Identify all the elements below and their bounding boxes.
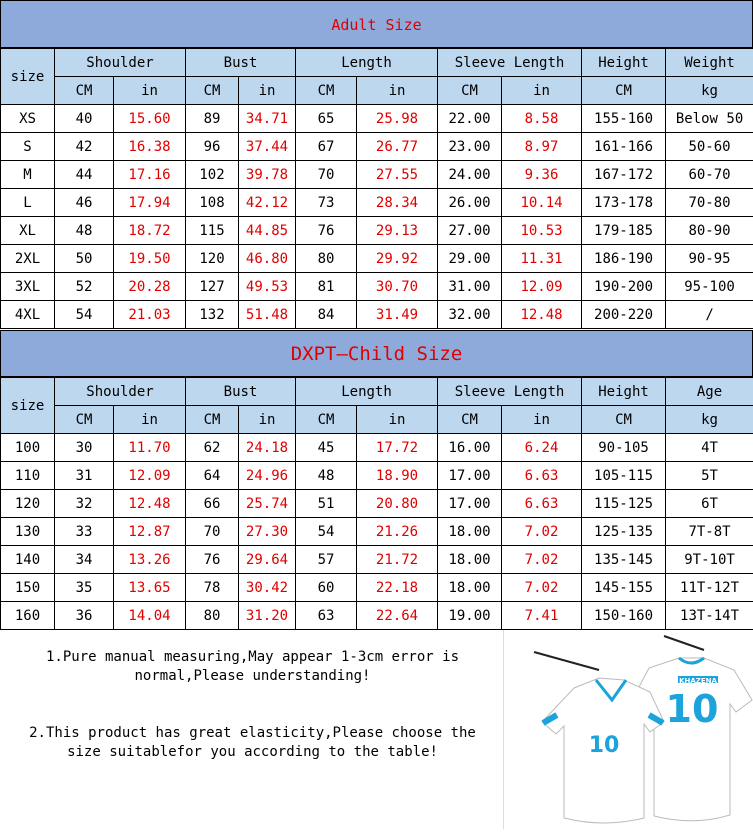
- table-cell: 105-115: [582, 462, 666, 490]
- table-cell: 6.63: [502, 490, 582, 518]
- table-cell: 9.36: [502, 161, 582, 189]
- table-cell: 51: [296, 490, 357, 518]
- table-cell: 29.00: [438, 245, 502, 273]
- table-cell: 27.55: [357, 161, 438, 189]
- size-label-cell: M: [1, 161, 55, 189]
- table-cell: 30.70: [357, 273, 438, 301]
- table-cell: 7.02: [502, 546, 582, 574]
- table-cell: 28.34: [357, 189, 438, 217]
- table-cell: 80-90: [666, 217, 753, 245]
- table-cell: 10.14: [502, 189, 582, 217]
- table-cell: 125-135: [582, 518, 666, 546]
- unit-cell: CM: [55, 77, 114, 105]
- size-label-cell: L: [1, 189, 55, 217]
- table-cell: 6.24: [502, 434, 582, 462]
- table-row: [1, 133, 753, 161]
- table-cell: 20.28: [114, 273, 186, 301]
- table-cell: 11T-12T: [666, 574, 753, 602]
- table-cell: 23.00: [438, 133, 502, 161]
- table-cell: 102: [186, 161, 239, 189]
- jersey-back-number: 10: [666, 687, 719, 731]
- table-row: [1, 462, 753, 490]
- shoulder-header: Shoulder: [55, 49, 186, 77]
- table-cell: 29.13: [357, 217, 438, 245]
- table-cell: 90-95: [666, 245, 753, 273]
- table-cell: 13T-14T: [666, 602, 753, 630]
- table-cell: 42.12: [239, 189, 296, 217]
- table-cell: 17.00: [438, 462, 502, 490]
- child-size-title: DXPT—Child Size: [0, 330, 753, 377]
- table-cell: 24.00: [438, 161, 502, 189]
- unit-cell: CM: [55, 406, 114, 434]
- table-row: [1, 161, 753, 189]
- table-cell: 51.48: [239, 301, 296, 329]
- table-cell: 31.00: [438, 273, 502, 301]
- table-cell: 52: [55, 273, 114, 301]
- table-cell: 96: [186, 133, 239, 161]
- height-header: Height: [582, 378, 666, 406]
- length-header: Length: [296, 49, 438, 77]
- size-header: size: [1, 49, 55, 105]
- size-header: size: [1, 378, 55, 434]
- unit-cell: CM: [296, 77, 357, 105]
- table-cell: 73: [296, 189, 357, 217]
- table-cell: 44: [55, 161, 114, 189]
- bust-header: Bust: [186, 378, 296, 406]
- table-cell: 161-166: [582, 133, 666, 161]
- unit-cell: in: [114, 406, 186, 434]
- table-cell: 24.18: [239, 434, 296, 462]
- table-cell: 65: [296, 105, 357, 133]
- table-cell: 8.58: [502, 105, 582, 133]
- table-cell: 44.85: [239, 217, 296, 245]
- unit-cell: in: [502, 77, 582, 105]
- size-label-cell: S: [1, 133, 55, 161]
- table-row: [1, 518, 753, 546]
- height-header: Height: [582, 49, 666, 77]
- note-elasticity: 2.This product has great elasticity,Please choose the size suitablefor you according to the table!: [10, 724, 495, 762]
- shoulder-header: Shoulder: [55, 378, 186, 406]
- table-cell: 22.00: [438, 105, 502, 133]
- unit-cell: kg: [666, 406, 753, 434]
- table-cell: 127: [186, 273, 239, 301]
- table-cell: 78: [186, 574, 239, 602]
- table-cell: 27.00: [438, 217, 502, 245]
- size-label-cell: 110: [1, 462, 55, 490]
- table-cell: 32.00: [438, 301, 502, 329]
- size-label-cell: 3XL: [1, 273, 55, 301]
- table-cell: 80: [296, 245, 357, 273]
- size-label-cell: 130: [1, 518, 55, 546]
- table-cell: 29.64: [239, 546, 296, 574]
- size-label-cell: 2XL: [1, 245, 55, 273]
- table-cell: 37.44: [239, 133, 296, 161]
- table-row: [1, 217, 753, 245]
- table-cell: 120: [186, 245, 239, 273]
- table-cell: 46.80: [239, 245, 296, 273]
- table-cell: 66: [186, 490, 239, 518]
- table-row: [1, 273, 753, 301]
- table-cell: 62: [186, 434, 239, 462]
- table-cell: 12.48: [114, 490, 186, 518]
- weight-header: Weight: [666, 49, 753, 77]
- unit-row: [1, 77, 753, 105]
- table-cell: 26.77: [357, 133, 438, 161]
- table-cell: 16.00: [438, 434, 502, 462]
- unit-cell: in: [239, 77, 296, 105]
- table-cell: 64: [186, 462, 239, 490]
- unit-cell: CM: [186, 406, 239, 434]
- table-cell: 81: [296, 273, 357, 301]
- size-label-cell: 4XL: [1, 301, 55, 329]
- table-cell: 89: [186, 105, 239, 133]
- table-cell: 15.60: [114, 105, 186, 133]
- table-cell: 108: [186, 189, 239, 217]
- unit-cell: in: [357, 77, 438, 105]
- table-cell: 7.41: [502, 602, 582, 630]
- table-cell: 48: [55, 217, 114, 245]
- table-cell: 13.26: [114, 546, 186, 574]
- table-cell: 54: [296, 518, 357, 546]
- table-cell: 4T: [666, 434, 753, 462]
- table-cell: 186-190: [582, 245, 666, 273]
- table-cell: 45: [296, 434, 357, 462]
- table-row: [1, 245, 753, 273]
- size-label-cell: 140: [1, 546, 55, 574]
- table-row: [1, 434, 753, 462]
- table-cell: 18.00: [438, 518, 502, 546]
- table-cell: 30: [55, 434, 114, 462]
- table-cell: 6.63: [502, 462, 582, 490]
- table-cell: 29.92: [357, 245, 438, 273]
- table-cell: 7.02: [502, 518, 582, 546]
- adult-size-title: Adult Size: [0, 0, 753, 48]
- length-header: Length: [296, 378, 438, 406]
- unit-cell: CM: [296, 406, 357, 434]
- table-cell: 19.00: [438, 602, 502, 630]
- table-cell: 16.38: [114, 133, 186, 161]
- table-cell: 25.98: [357, 105, 438, 133]
- table-cell: 54: [55, 301, 114, 329]
- table-cell: 31: [55, 462, 114, 490]
- unit-cell: CM: [582, 77, 666, 105]
- table-cell: 8.97: [502, 133, 582, 161]
- size-label-cell: 160: [1, 602, 55, 630]
- table-cell: 76: [186, 546, 239, 574]
- unit-cell: kg: [666, 77, 753, 105]
- table-cell: 60: [296, 574, 357, 602]
- table-cell: 115: [186, 217, 239, 245]
- table-cell: 5T: [666, 462, 753, 490]
- size-label-cell: XL: [1, 217, 55, 245]
- table-cell: 40: [55, 105, 114, 133]
- table-cell: 10.53: [502, 217, 582, 245]
- table-cell: 25.74: [239, 490, 296, 518]
- table-cell: 57: [296, 546, 357, 574]
- table-cell: 115-125: [582, 490, 666, 518]
- table-cell: 46: [55, 189, 114, 217]
- table-cell: 63: [296, 602, 357, 630]
- table-cell: 35: [55, 574, 114, 602]
- table-cell: 49.53: [239, 273, 296, 301]
- sleeve-length-header: Sleeve Length: [438, 378, 582, 406]
- table-cell: 84: [296, 301, 357, 329]
- table-cell: 31.20: [239, 602, 296, 630]
- table-cell: 67: [296, 133, 357, 161]
- size-label-cell: XS: [1, 105, 55, 133]
- table-cell: 17.94: [114, 189, 186, 217]
- table-cell: 27.30: [239, 518, 296, 546]
- unit-cell: in: [114, 77, 186, 105]
- unit-cell: CM: [438, 77, 502, 105]
- jersey-illustration-icon: [504, 630, 753, 829]
- table-row: [1, 546, 753, 574]
- table-cell: 21.03: [114, 301, 186, 329]
- table-row: [1, 301, 753, 329]
- table-cell: 12.48: [502, 301, 582, 329]
- unit-cell: CM: [186, 77, 239, 105]
- table-cell: 135-145: [582, 546, 666, 574]
- unit-cell: CM: [582, 406, 666, 434]
- table-cell: 70: [186, 518, 239, 546]
- table-cell: 200-220: [582, 301, 666, 329]
- table-cell: 9T-10T: [666, 546, 753, 574]
- table-cell: 17.16: [114, 161, 186, 189]
- age-header: Age: [666, 378, 753, 406]
- table-cell: 20.80: [357, 490, 438, 518]
- table-cell: 167-172: [582, 161, 666, 189]
- table-cell: 14.04: [114, 602, 186, 630]
- child-size-table: [0, 377, 753, 630]
- table-cell: 34: [55, 546, 114, 574]
- table-cell: 76: [296, 217, 357, 245]
- table-cell: 22.64: [357, 602, 438, 630]
- unit-cell: CM: [438, 406, 502, 434]
- table-cell: 18.72: [114, 217, 186, 245]
- table-cell: 190-200: [582, 273, 666, 301]
- jersey-back-name: KHAZENA: [679, 677, 717, 685]
- table-cell: 7T-8T: [666, 518, 753, 546]
- size-label-cell: 120: [1, 490, 55, 518]
- unit-cell: in: [239, 406, 296, 434]
- table-cell: 179-185: [582, 217, 666, 245]
- adult-size-table: [0, 48, 753, 329]
- table-cell: 30.42: [239, 574, 296, 602]
- table-cell: 42: [55, 133, 114, 161]
- table-cell: 150-160: [582, 602, 666, 630]
- table-cell: 173-178: [582, 189, 666, 217]
- table-cell: 34.71: [239, 105, 296, 133]
- table-row: [1, 602, 753, 630]
- table-cell: 60-70: [666, 161, 753, 189]
- jersey-image: [503, 630, 753, 829]
- table-cell: 18.90: [357, 462, 438, 490]
- table-cell: 132: [186, 301, 239, 329]
- table-cell: 48: [296, 462, 357, 490]
- table-cell: 12.09: [502, 273, 582, 301]
- unit-row: [1, 406, 753, 434]
- table-cell: 50-60: [666, 133, 753, 161]
- table-cell: 145-155: [582, 574, 666, 602]
- table-cell: 17.00: [438, 490, 502, 518]
- table-cell: 11.31: [502, 245, 582, 273]
- table-cell: 70: [296, 161, 357, 189]
- size-label-cell: 100: [1, 434, 55, 462]
- table-cell: 39.78: [239, 161, 296, 189]
- table-cell: 36: [55, 602, 114, 630]
- note-measuring: 1.Pure manual measuring,May appear 1-3cm error is normal,Please understanding!: [10, 648, 495, 686]
- table-cell: 70-80: [666, 189, 753, 217]
- table-cell: 7.02: [502, 574, 582, 602]
- table-cell: 18.00: [438, 574, 502, 602]
- table-cell: 11.70: [114, 434, 186, 462]
- table-cell: 19.50: [114, 245, 186, 273]
- table-cell: 24.96: [239, 462, 296, 490]
- table-cell: 18.00: [438, 546, 502, 574]
- table-row: [1, 490, 753, 518]
- sleeve-length-header: Sleeve Length: [438, 49, 582, 77]
- table-cell: 21.26: [357, 518, 438, 546]
- table-cell: 95-100: [666, 273, 753, 301]
- table-cell: 32: [55, 490, 114, 518]
- table-cell: 31.49: [357, 301, 438, 329]
- table-row: [1, 189, 753, 217]
- table-cell: 22.18: [357, 574, 438, 602]
- table-cell: 17.72: [357, 434, 438, 462]
- table-cell: 80: [186, 602, 239, 630]
- table-cell: Below 50: [666, 105, 753, 133]
- table-row: [1, 105, 753, 133]
- bust-header: Bust: [186, 49, 296, 77]
- size-label-cell: 150: [1, 574, 55, 602]
- table-cell: 50: [55, 245, 114, 273]
- table-cell: /: [666, 301, 753, 329]
- table-cell: 155-160: [582, 105, 666, 133]
- table-cell: 26.00: [438, 189, 502, 217]
- table-cell: 33: [55, 518, 114, 546]
- table-cell: 21.72: [357, 546, 438, 574]
- table-cell: 90-105: [582, 434, 666, 462]
- table-cell: 6T: [666, 490, 753, 518]
- unit-cell: in: [357, 406, 438, 434]
- table-row: [1, 574, 753, 602]
- unit-cell: in: [502, 406, 582, 434]
- table-cell: 12.09: [114, 462, 186, 490]
- table-cell: 12.87: [114, 518, 186, 546]
- table-cell: 13.65: [114, 574, 186, 602]
- jersey-front-number: 10: [589, 733, 620, 758]
